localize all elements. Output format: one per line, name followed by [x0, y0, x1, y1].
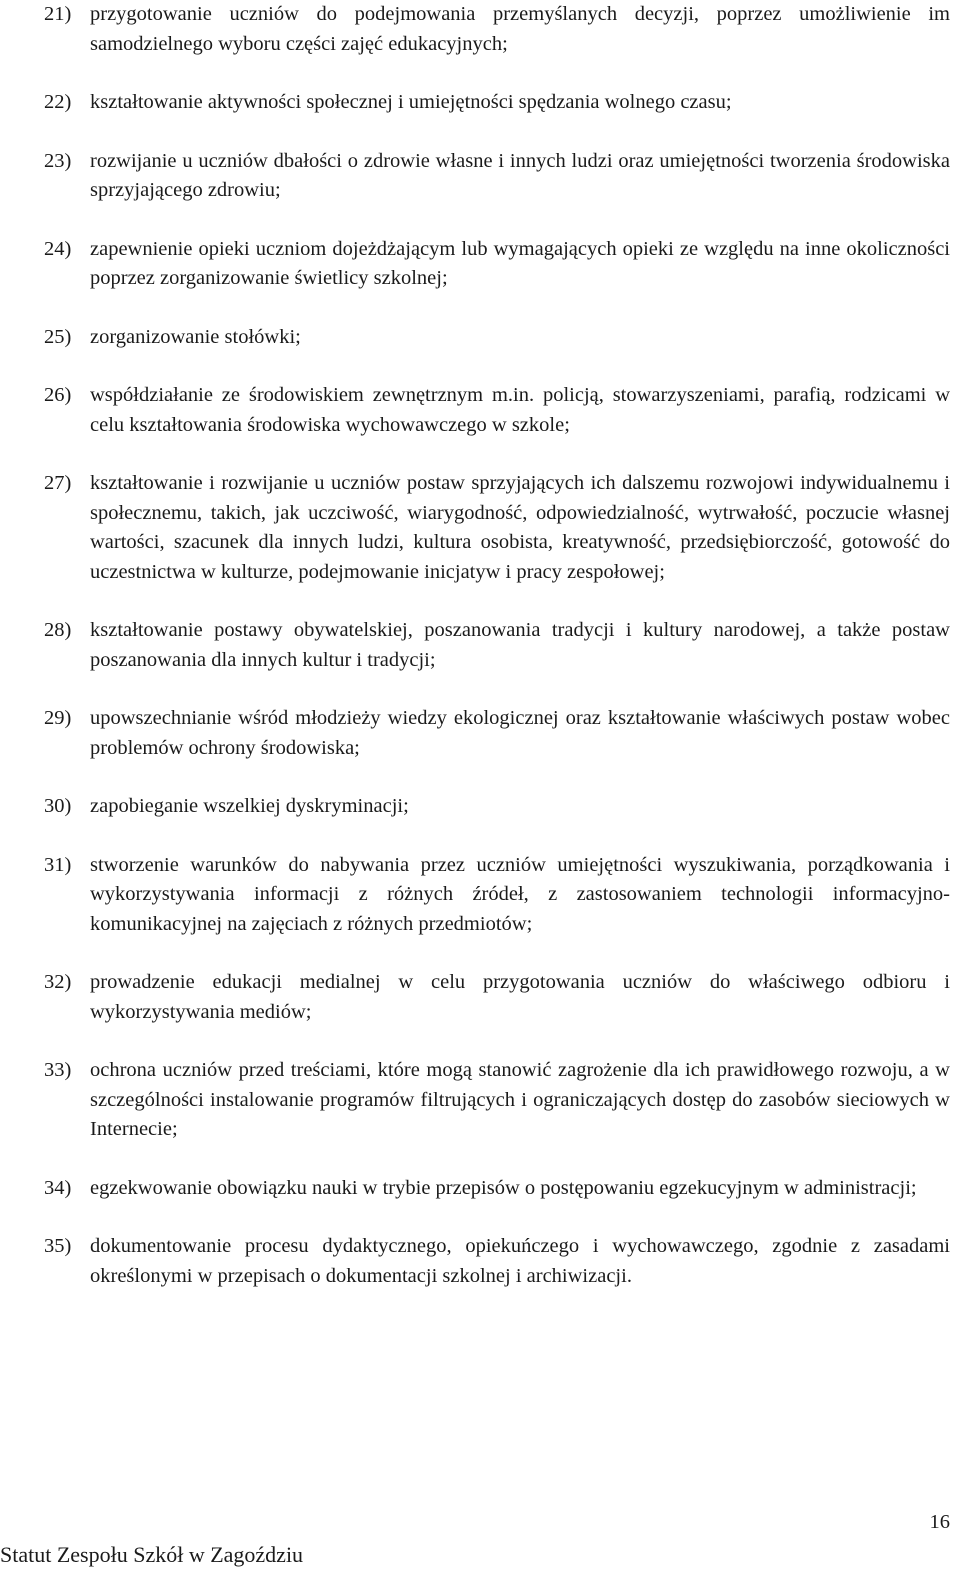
list-item [44, 792, 950, 822]
list-item [44, 1232, 950, 1291]
numbered-list [44, 0, 950, 1320]
item-text: dokumentowanie procesu dydaktycznego, opiekuńczego i wychowawczego, zgodnie z zasadami określonymi w przepisach o dokumentacji szkolnej i archiwizacji. [90, 1235, 950, 1287]
item-number: 27) [44, 472, 72, 494]
item-number: 22) [44, 91, 72, 113]
item-number: 32) [44, 971, 72, 993]
list-item [44, 323, 950, 353]
item-text: stworzenie warunków do nabywania przez uczniów umiejętności wyszukiwania, porządkowania i wykorzystywania informacji z różnych źródeł, z zastosowaniem technologii informacyjno-komunikacyjnej na zajęciach z różnych przedmiotów; [90, 853, 950, 935]
item-text: kształtowanie aktywności społecznej i umiejętności spędzania wolnego czasu; [90, 91, 732, 113]
list-item [44, 0, 950, 59]
item-number: 30) [44, 795, 72, 817]
item-number: 24) [44, 237, 72, 260]
list-item [44, 147, 950, 206]
item-text: zapewnienie opieki uczniom dojeżdżającym lub wymagających opieki ze względu na inne okoliczności poprzez zorganizowanie świetlicy szkolnej; [90, 237, 950, 289]
item-text: upowszechnianie wśród młodzieży wiedzy ekologicznej oraz kształtowanie właściwych postaw wobec problemów ochrony środowiska; [90, 707, 950, 759]
list-item [44, 1174, 950, 1204]
list-item [44, 235, 950, 294]
item-text: prowadzenie edukacji medialnej w celu przygotowania uczniów do właściwego odbioru i wykorzystywania mediów; [90, 971, 950, 1023]
item-number: 26) [44, 384, 72, 406]
item-number: 31) [44, 853, 72, 876]
item-number: 28) [44, 619, 72, 641]
item-number: 21) [44, 3, 72, 25]
list-item [44, 469, 950, 587]
item-text: rozwijanie u uczniów dbałości o zdrowie własne i innych ludzi oraz umiejętności tworzenia środowiska sprzyjającego zdrowiu; [90, 149, 950, 201]
item-number: 23) [44, 149, 72, 172]
list-item [44, 704, 950, 763]
item-text: egzekwowanie obowiązku nauki w trybie przepisów o postępowaniu egzekucyjnym w administracji; [90, 1176, 917, 1199]
list-item [44, 968, 950, 1027]
item-text: współdziałanie ze środowiskiem zewnętrznym m.in. policją, stowarzyszeniami, parafią, rodzicami w celu kształtowania środowiska wychowawczego w szkole; [90, 384, 950, 436]
item-text: zapobieganie wszelkiej dyskryminacji; [90, 795, 409, 817]
item-text: zorganizowanie stołówki; [90, 325, 301, 348]
page-number: 16 [929, 1511, 950, 1533]
item-text: ochrona uczniów przed treściami, które mogą stanowić zagrożenie dla ich prawidłowego rozwoju, a w szczególności instalowanie programów filtrujących i ograniczających dostęp do zasobów sieciowych w Internecie; [90, 1059, 950, 1140]
item-text: kształtowanie i rozwijanie u uczniów postaw sprzyjających ich dalszemu rozwojowi indywidualnemu i społecznemu, takich, jak uczciwość, wiarygodność, odpowiedzialność, wytrwałość, poczucie własnej wartości, szacunek dla innych ludzi, kultura osobista, kreatywność, przedsiębiorczość, gotowość do uczestnictwa w kulturze, podejmowanie inicjatyw i pracy zespołowej; [90, 472, 950, 583]
list-item [44, 381, 950, 440]
list-item [44, 616, 950, 675]
item-number: 29) [44, 707, 72, 729]
item-text: przygotowanie uczniów do podejmowania przemyślanych decyzji, poprzez umożliwienie im samodzielnego wyboru części zajęć edukacyjnych; [90, 3, 950, 55]
list-item [44, 1056, 950, 1145]
item-number: 33) [44, 1059, 72, 1081]
list-item [44, 851, 950, 940]
list-item [44, 88, 950, 118]
footer-title: Statut Zespołu Szkół w Zagoździu [0, 1542, 304, 1567]
item-number: 35) [44, 1235, 72, 1257]
item-number: 25) [44, 325, 72, 348]
item-number: 34) [44, 1176, 72, 1199]
item-text: kształtowanie postawy obywatelskiej, poszanowania tradycji i kultury narodowej, a także postaw poszanowania dla innych kultur i tradycji; [90, 619, 950, 671]
